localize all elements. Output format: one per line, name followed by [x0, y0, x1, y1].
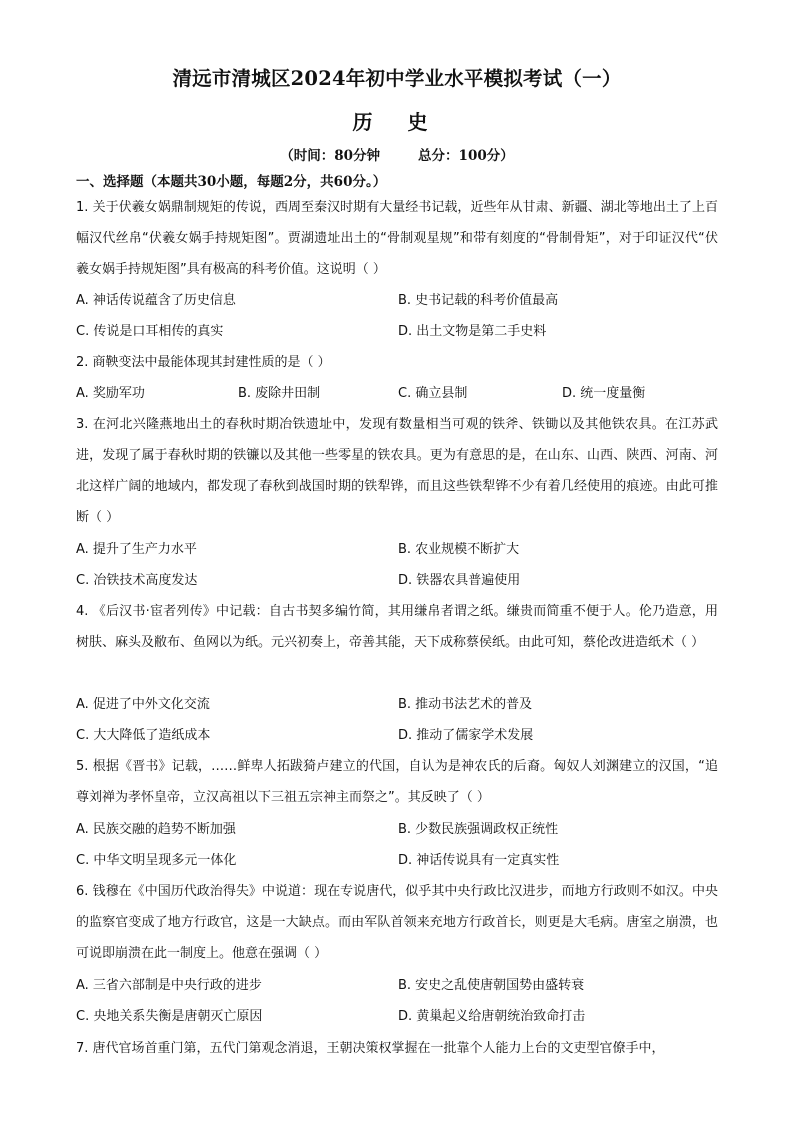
question-3-options-row-2: [76, 565, 718, 596]
subject-title: 历 史: [352, 110, 442, 134]
question-6-option-d: D. 黄巢起义给唐朝统治致命打击: [398, 1009, 586, 1024]
question-4-option-b: B. 推动书法艺术的普及: [398, 697, 533, 712]
question-6-option-b: B. 安史之乱使唐朝国势由盛转衰: [398, 978, 585, 993]
question-3-option-a: A. 提升了生产力水平: [76, 542, 197, 557]
question-3-option-d: D. 铁器农具普遍使用: [398, 573, 521, 588]
question-2-option-d: D. 统一度量衡: [562, 386, 646, 401]
exam-total-score: 总分：100分）: [418, 148, 514, 164]
question-6-option-c: C. 央地关系失衡是唐朝灭亡原因: [76, 1009, 263, 1024]
question-1-option-a: A. 神话传说蕴含了历史信息: [76, 293, 236, 308]
question-1-option-d: D. 出土文物是第二手史料: [398, 324, 547, 339]
section-heading: 一、选择题（本题共30小题，每题2分，共60分。）: [76, 174, 387, 190]
question-5-options-row-2: [76, 845, 718, 876]
question-4-option-a: A. 促进了中外文化交流: [76, 697, 210, 712]
question-5-options-row-1: [76, 814, 718, 845]
question-5-stem: 5. 根据《晋书》记载，……鲜卑人拓跋猗卢建立的代国，自认为是神农氏的后裔。匈奴人刘渊建立的汉国，“追尊刘禅为孝怀皇帝，立汉高祖以下三祖五宗神主而祭之”。其反映了（ ）: [76, 759, 718, 805]
question-5-option-b: B. 少数民族强调政权正统性: [398, 822, 559, 837]
question-4-stem: 4. 《后汉书·宦者列传》中记载：自古书契多编竹简，其用缣帛者谓之纸。缣贵而简重不便于人。伦乃造意，用树肤、麻头及敝布、鱼网以为纸。元兴初奏上，帝善其能，天下成称蔡侯纸。由此可知，蔡伦改进造纸术（ ）: [76, 604, 718, 650]
question-1-option-b: B. 史书记载的科考价值最高: [398, 293, 559, 308]
question-6-options-row-2: [76, 1001, 718, 1032]
question-5-option-a: A. 民族交融的趋势不断加强: [76, 822, 236, 837]
exam-title: 清远市清城区2024年初中学业水平模拟考试（一）: [172, 67, 622, 90]
question-6-options-row-1: [76, 970, 718, 1001]
exam-info: [0, 144, 794, 164]
question-2-option-c: C. 确立县制: [398, 386, 468, 401]
question-1-options-row-2: [76, 316, 718, 347]
question-5-option-d: D. 神话传说具有一定真实性: [398, 853, 560, 868]
question-6-option-a: A. 三省六部制是中央行政的进步: [76, 978, 262, 993]
question-2-options-row: [76, 378, 718, 409]
question-2-option-b: B. 废除井田制: [238, 386, 321, 401]
question-1-option-c: C. 传说是口耳相传的真实: [76, 324, 224, 339]
question-3-option-b: B. 农业规模不断扩大: [398, 542, 520, 557]
question-5-option-c: C. 中华文明呈现多元一体化: [76, 853, 237, 868]
question-6-stem: 6. 钱穆在《中国历代政治得失》中说道：现在专说唐代，似乎其中央行政比汉进步，而地方行政则不如汉。中央的监察官变成了地方行政官，这是一大缺点。而由军队首领来充地方行政首长，则更是大毛病。唐室之崩溃，也可说即崩溃在此一制度上。他意在强调（ ）: [76, 884, 718, 961]
question-1-stem: 1. 关于伏羲女娲鼎制规矩的传说，西周至秦汉时期有大量经书记载，近些年从甘肃、新疆、湖北等地出土了上百幅汉代丝帛“伏羲女娲手持规矩图”。贾湖遗址出土的“骨制观星规”和带有刻度的“骨制骨矩”，对于印证汉代“伏羲女娲手持规矩图”具有极高的科考价值。这说明（ ）: [76, 200, 718, 277]
question-1-options-row-1: [76, 285, 718, 316]
question-7-stem: 7. 唐代官场首重门第，五代门第观念消退，王朝决策权掌握在一批靠个人能力上台的文吏型官僚手中，: [76, 1041, 665, 1056]
question-4-options-row-1: [76, 689, 718, 720]
question-3-stem: 3. 在河北兴隆燕地出土的春秋时期冶铁遗址中，发现有数量相当可观的铁斧、铁锄以及其他铁农具。在江苏武进，发现了属于春秋时期的铁镰以及其他一些零星的铁农具。更为有意思的是，在山东、山西、陕西、河南、河北这样广阔的地域内，都发现了春秋到战国时期的铁犁铧，而且这些铁犁铧不少有着几经使用的痕迹。由此可推断（ ）: [76, 417, 718, 525]
exam-time: （时间：80分钟: [280, 148, 381, 164]
question-3-options-row-1: [76, 534, 718, 565]
question-2-stem: 2. 商鞅变法中最能体现其封建性质的是（ ）: [76, 355, 331, 370]
question-4-options-row-2: [76, 720, 718, 751]
question-4-option-d: D. 推动了儒家学术发展: [398, 728, 534, 743]
question-3-option-c: C. 冶铁技术高度发达: [76, 573, 198, 588]
question-2-option-a: A. 奖励军功: [76, 386, 145, 401]
question-4-option-c: C. 大大降低了造纸成本: [76, 728, 211, 743]
